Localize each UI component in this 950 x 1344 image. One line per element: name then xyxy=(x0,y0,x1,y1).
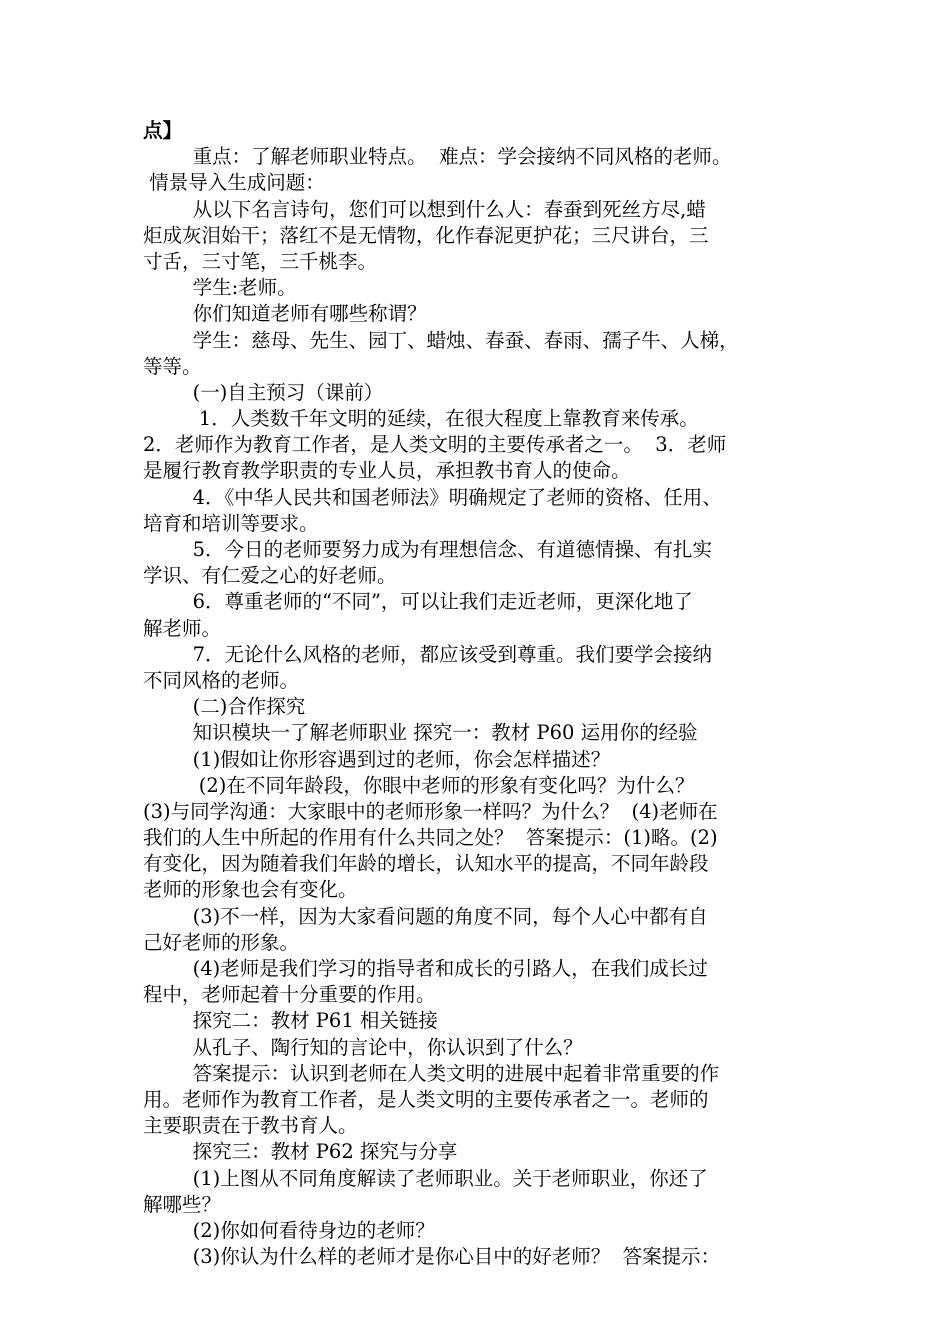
text-line: 5．今日的老师要努力成为有理想信念、有道德情操、有扎实 xyxy=(143,538,712,561)
text-line: (1)假如让你形容遇到过的老师，你会怎样描述？ xyxy=(143,747,611,771)
text-line: 学生：慈母、先生、园丁、蜡烛、春蚕、春雨、孺子牛、人梯， xyxy=(143,328,739,352)
text-line: 炬成灰泪始干；落红不是无情物，化作春泥更护花；三尺讲台，三 xyxy=(143,223,709,247)
text-line: 你们知道老师有哪些称谓？ xyxy=(143,302,427,326)
text-line: (1)上图从不同角度解读了老师职业。关于老师职业，你还了 xyxy=(143,1166,708,1190)
text-line: (2)你如何看待身边的老师？ xyxy=(143,1218,435,1242)
text-line: 有变化，因为随着我们年龄的增长，认知水平的提高，不同年龄段 xyxy=(143,852,709,876)
text-line: 学识、有仁爱之心的好老师。 xyxy=(143,564,397,588)
text-line: 从孔子、陶行知的言论中，你认识到了什么？ xyxy=(143,1035,583,1059)
text-line: 1．人类数千年文明的延续，在很大程度上靠教育来传承。 xyxy=(143,407,699,431)
text-line: (3)不一样，因为大家看问题的角度不同，每个人心中都有自 xyxy=(143,904,708,928)
text-line: 2．老师作为教育工作者，是人类文明的主要传承者之一。 3．老师 xyxy=(143,433,727,457)
text-line: 等等。 xyxy=(143,354,202,378)
text-line: 用。老师作为教育工作者，是人类文明的主要传承者之一。老师的 xyxy=(143,1087,709,1111)
text-line: 培育和培训等要求。 xyxy=(143,511,319,535)
text-line: (3)你认为什么样的老师才是你心目中的好老师？ 答案提示： xyxy=(143,1245,721,1269)
document-page xyxy=(143,118,815,1270)
text-line: 6．尊重老师的“不同”，可以让我们走近老师，更深化地了 xyxy=(143,590,693,614)
text-line: 不同风格的老师。 xyxy=(143,668,300,692)
text-line: 解老师。 xyxy=(143,616,222,640)
text-line: (2)在不同年龄段，你眼中老师的形象有变化吗？为什么？ xyxy=(143,773,695,797)
text-line: 程中，老师起着十分重要的作用。 xyxy=(143,983,436,1007)
text-line: (3)与同学沟通：大家眼中的老师形象一样吗？为什么？ (4)老师在 xyxy=(143,799,718,823)
text-line: 情景导入生成问题： xyxy=(143,171,325,195)
text-line: 点】 xyxy=(143,119,183,142)
text-line: 己好老师的形象。 xyxy=(143,930,300,954)
text-line: 探究二：教材 P61 相关链接 xyxy=(143,1009,438,1033)
text-line: 我们的人生中所起的作用有什么共同之处？ 答案提示：(1)略。(2) xyxy=(143,826,718,850)
text-line: (4)老师是我们学习的指导者和成长的引路人，在我们成长过 xyxy=(143,957,708,980)
text-line: 从以下名言诗句，您们可以想到什么人：春蚕到死丝方尽,蜡 xyxy=(143,197,706,221)
text-line: 是履行教育教学职责的专业人员，承担教书育人的使命。 xyxy=(143,459,631,483)
text-line: 7．无论什么风格的老师，都应该受到尊重。我们要学会接纳 xyxy=(143,642,712,666)
text-line: 学生:老师。 xyxy=(143,276,297,300)
text-line: 主要职责在于教书育人。 xyxy=(143,1114,358,1138)
text-line: 4．《中华人民共和国老师法》明确规定了老师的资格、任用、 xyxy=(143,485,722,509)
text-line: (一)自主预习（课前） xyxy=(143,380,384,404)
text-line: (二)合作探究 xyxy=(143,695,306,719)
text-line: 解哪些？ xyxy=(143,1192,222,1216)
text-line: 答案提示：认识到老师在人类文明的进展中起着非常重要的作 xyxy=(143,1061,720,1085)
text-line: 寸舌，三寸笔，三千桃李。 xyxy=(143,249,378,273)
text-line: 老师的形象也会有变化。 xyxy=(143,878,358,902)
text-line: 探究三：教材 P62 探究与分享 xyxy=(143,1140,458,1164)
text-line: 重点：了解老师职业特点。 难点：学会接纳不同风格的老师。 xyxy=(143,145,732,169)
text-line: 知识模块一了解老师职业 探究一：教材 P60 运用你的经验 xyxy=(143,721,698,745)
